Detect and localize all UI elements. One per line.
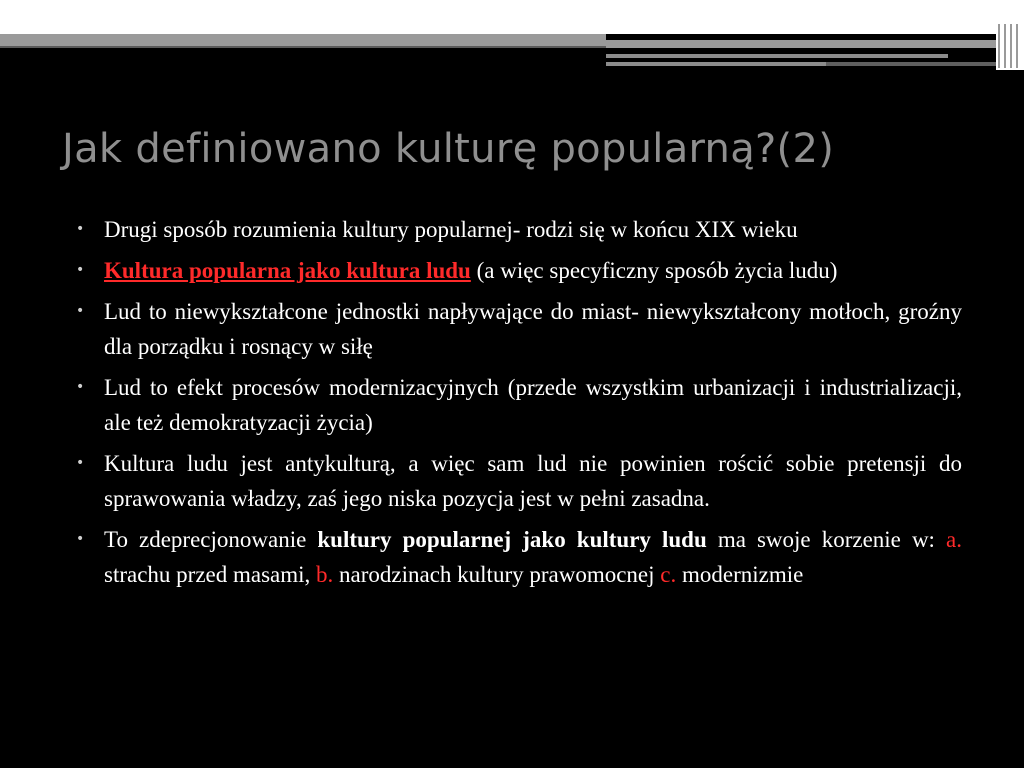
header-stripe [1004, 24, 1006, 68]
bullet-text: (a więc specyficzny sposób życia ludu) [470, 258, 838, 283]
header-white-bar [0, 0, 1024, 34]
header-grey-bar-right [606, 40, 996, 48]
bullet-icon: • [76, 303, 85, 319]
header-line [606, 62, 826, 66]
highlight-link[interactable]: Kultura popularna jako kultura ludu [104, 258, 471, 283]
bullet-icon: • [76, 262, 85, 278]
bold-phrase: kultury popularnej jako kultury ludu [317, 527, 707, 552]
list-marker-a: a. [946, 527, 962, 552]
bullet-text: strachu przed masami, [104, 562, 317, 587]
header-stripe [1010, 24, 1012, 68]
bullet-item [76, 212, 962, 247]
bullet-icon: • [76, 379, 85, 395]
bullet-icon: • [76, 455, 85, 471]
bullet-text: Lud to niewykształcone jednostki napływające do miast- niewykształcony motłoch, groźny dla porządku i rosnący w siłę [104, 299, 962, 359]
header-stripe [1016, 24, 1018, 68]
bullet-item [76, 253, 962, 288]
header-line [826, 62, 996, 66]
header-line [606, 54, 948, 58]
list-marker-b: b. [316, 562, 334, 587]
list-marker-c: c. [660, 562, 677, 587]
bullet-text: narodzinach kultury prawomocnej [333, 562, 661, 587]
header-stripe [998, 24, 1000, 68]
bullet-text: Drugi sposób rozumienia kultury popularnej- rodzi się w końcu XIX wieku [104, 217, 798, 242]
bullet-item [76, 370, 962, 440]
bullet-text: modernizmie [676, 562, 804, 587]
header-dark-strip [0, 46, 606, 48]
bullet-item [76, 294, 962, 364]
bullet-text: Kultura ludu jest antykulturą, a więc sam lud nie powinien rościć sobie pretensji do sprawowania władzy, zaś jego niska pozycja jest w pełni zasadna. [104, 451, 962, 511]
bullet-text: ma swoje korzenie w: [706, 527, 947, 552]
slide-title: Jak definiowano kulturę popularną?(2) [62, 126, 835, 172]
bullet-text: To zdeprecjonowanie [104, 527, 318, 552]
bullet-item [76, 446, 962, 516]
bullet-icon: • [76, 221, 85, 237]
bullet-list [76, 212, 962, 598]
bullet-text: Lud to efekt procesów modernizacyjnych (przede wszystkim urbanizacji i industrializacji, ale też demokratyzacji życia) [104, 375, 962, 435]
bullet-icon: • [76, 531, 85, 547]
header-grey-bar [0, 34, 606, 46]
bullet-item [76, 522, 962, 592]
